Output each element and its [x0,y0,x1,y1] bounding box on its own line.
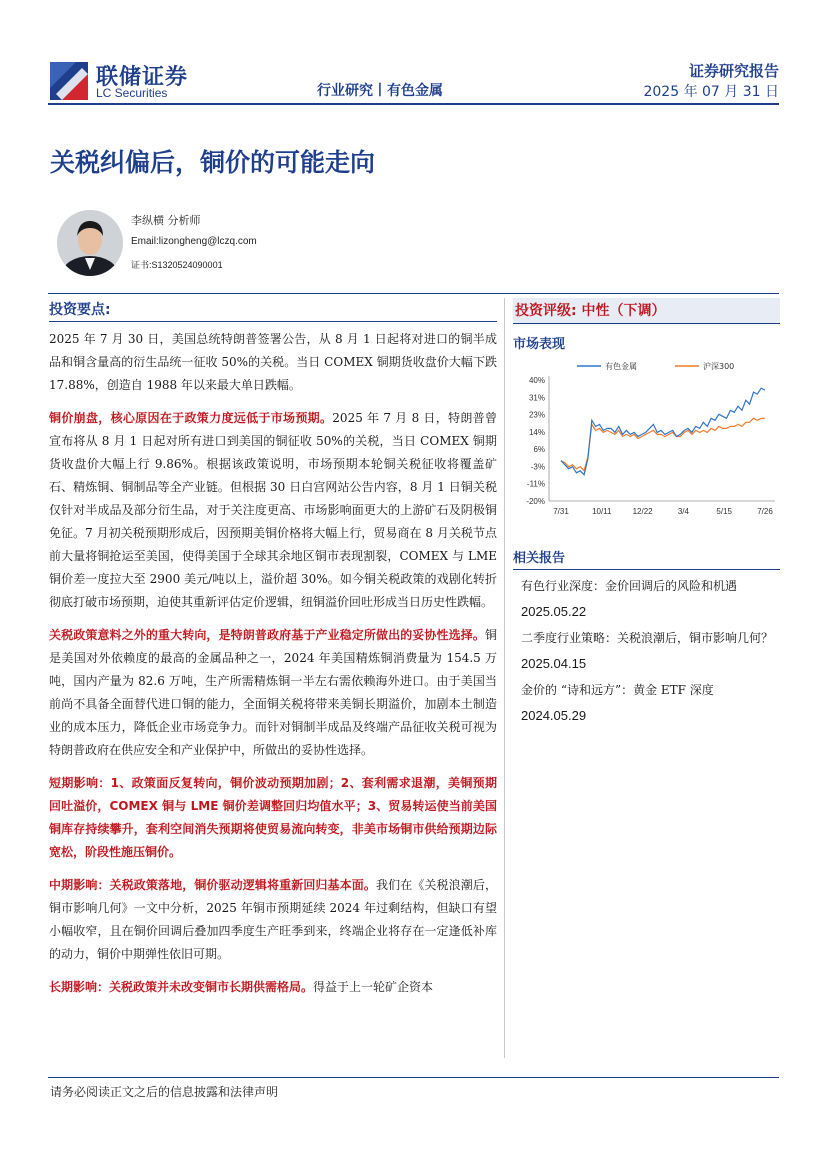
market-performance-chart [513,356,780,516]
summary-paragraph: 短期影响：1、政策面反复转向，铜价波动预期加剧；2、套利需求退潮，美铜预期回吐溢价，COMEX 铜与 LME 铜价差调整回归均值水平；3、贸易转运使当前美国铜库存持续攀升，套利空间消失预期将使贸易流向转变，非美市场铜市供给预期边际宽松，阶段性施压铜价。 [49,776,497,859]
analyst-certificate: 证书:S1320524090001 [131,260,223,270]
y-tick-label: -20% [526,497,545,506]
logo-name-cn: 联储证券 [96,65,189,90]
investment-rating: 投资评级: 中性（下调） [513,298,780,324]
related-report-date: 2024.05.29 [521,708,587,723]
section-divider [48,293,779,294]
y-tick-label: 23% [528,410,545,420]
legend-label: 沪深300 [703,362,735,371]
logo-name-en: LC Securities [96,86,168,100]
y-tick-label: 31% [528,393,545,403]
related-report-title[interactable]: 二季度行业策略：关税浪潮后，铜市影响几何？ [521,631,774,645]
analyst-avatar [57,210,123,276]
summary-paragraph: 长期影响：关税政策并未改变铜市长期供需格局。得益于上一轮矿企资本 [49,980,434,994]
summary-paragraph: 铜价崩盘，核心原因在于政策力度远低于市场预期。2025 年 7 月 8 日，特朗普曾宣布将从 8 月 1 日起对所有进口到美国的铜征收 50%的关税，当日 COMEX 铜期货收盘价大幅上行 9.86%。根据该政策说明，市场预期本轮铜关税征收将覆盖矿石、精炼铜、铜制品等全产业链。但根据 30 日白宫网站公告内容，8 月 1 日铜关税仅针对半成品及部分衍生品，对于关注度更高、市场影响面更大的上游矿石及阴极铜免征。7 月初关税预期形成后，因预期美铜价格将大幅上行，贸易商在 8 月关税节点前大量将铜抢运至美国，使得美国于全球其余地区铜市表现割裂，COMEX 与 LME 铜价差一度拉大至 2900 美元/吨以上，溢价超 30%。如今铜关税政策的戏剧化转折彻底打破市场预期，迫使其重新评估定价逻辑，纽铜溢价回吐形成当日历史性跌幅。 [49,411,497,609]
x-tick-label: 7/31 [553,507,569,516]
x-tick-label: 7/26 [757,507,773,516]
lc-logo-icon [50,62,88,100]
y-tick-label: 40% [528,376,545,385]
y-tick-label: -11% [526,479,545,489]
sidebar-column [513,298,780,732]
footer-disclaimer: 请务必阅读正文之后的信息披露和法律声明 [50,1085,279,1099]
report-category: 行业研究丨有色金属 [317,83,443,99]
related-report-title[interactable]: 有色行业深度：金价回调后的风险和机遇 [521,579,738,593]
analyst-photo-icon [57,210,123,276]
x-tick-label: 10/11 [592,507,612,516]
y-tick-label: -3% [530,462,545,472]
x-tick-label: 3/4 [677,507,689,516]
company-logo [50,58,200,104]
column-divider [504,298,505,1058]
related-report-item[interactable] [513,576,780,622]
market-chart [513,356,780,516]
related-report-title[interactable]: 金价的 “诗和远方”：黄金 ETF 深度 [521,683,714,697]
related-report-date: 2025.04.15 [521,656,587,671]
y-tick-label: 6% [533,445,545,455]
summary-column [49,298,497,1058]
related-report-item[interactable] [513,628,780,674]
y-tick-label: 14% [528,427,545,437]
series-line [561,388,765,475]
summary-paragraph: 2025 年 7 月 30 日，美国总统特朗普签署公告，从 8 月 1 日起将对进口的铜半成品和铜含量高的衍生品统一征收 50%的关税。当日 COMEX 铜期货收盘价大幅下跌 17.88%，创造自 1988 年以来最大单日跌幅。 [49,332,497,392]
summary-paragraph: 关税政策意料之外的重大转向，是特朗普政府基于产业稳定所做出的妥协性选择。铜是美国对外依赖度的最高的金属品种之一，2024 年美国精炼铜消费量为 154.5 万吨，国内产量为 82.6 万吨，生产所需精炼铜一半左右需依赖海外进口。由于美国当前尚不具备全面替代进口铜的能力，全面铜关税将带来美铜长期溢价，加剧本土制造业的成本压力，降低企业市场竞争力。而针对铜制半成品及终端产品征收关税可视为特朗普政府在供应安全和产业保护中，所做出的妥协性选择。 [49,628,497,757]
x-tick-label: 12/22 [632,507,653,516]
market-heading: 市场表现 [513,337,566,352]
related-report-item[interactable] [513,680,780,726]
x-tick-label: 5/15 [716,507,732,516]
summary-heading: 投资要点: [49,298,497,322]
header-divider [48,103,779,105]
legend-label: 有色金属 [605,362,637,371]
report-type: 证券研究报告 [688,62,779,80]
related-report-date: 2025.05.22 [521,604,587,619]
related-heading: 相关报告 [513,548,780,570]
report-title: 关税纠偏后，铜价的可能走向 [50,148,376,177]
analyst-name: 李纵横 分析师 [131,214,201,227]
footer-divider [48,1077,779,1078]
summary-paragraph: 中期影响：关税政策落地，铜价驱动逻辑将重新回归基本面。我们在《关税浪潮后，铜市影响几何》一文中分析，2025 年铜市预期延续 2024 年过剩结构，但缺口有望小幅收窄，且在铜价回调后叠加四季度生产旺季到来，终端企业将存在一定逢低补库的动力，铜价中期弹性依旧可期。 [49,878,497,961]
report-date: 2025 年 07 月 31 日 [643,84,779,100]
analyst-email[interactable]: Email:lizongheng@lczq.com [131,236,257,247]
